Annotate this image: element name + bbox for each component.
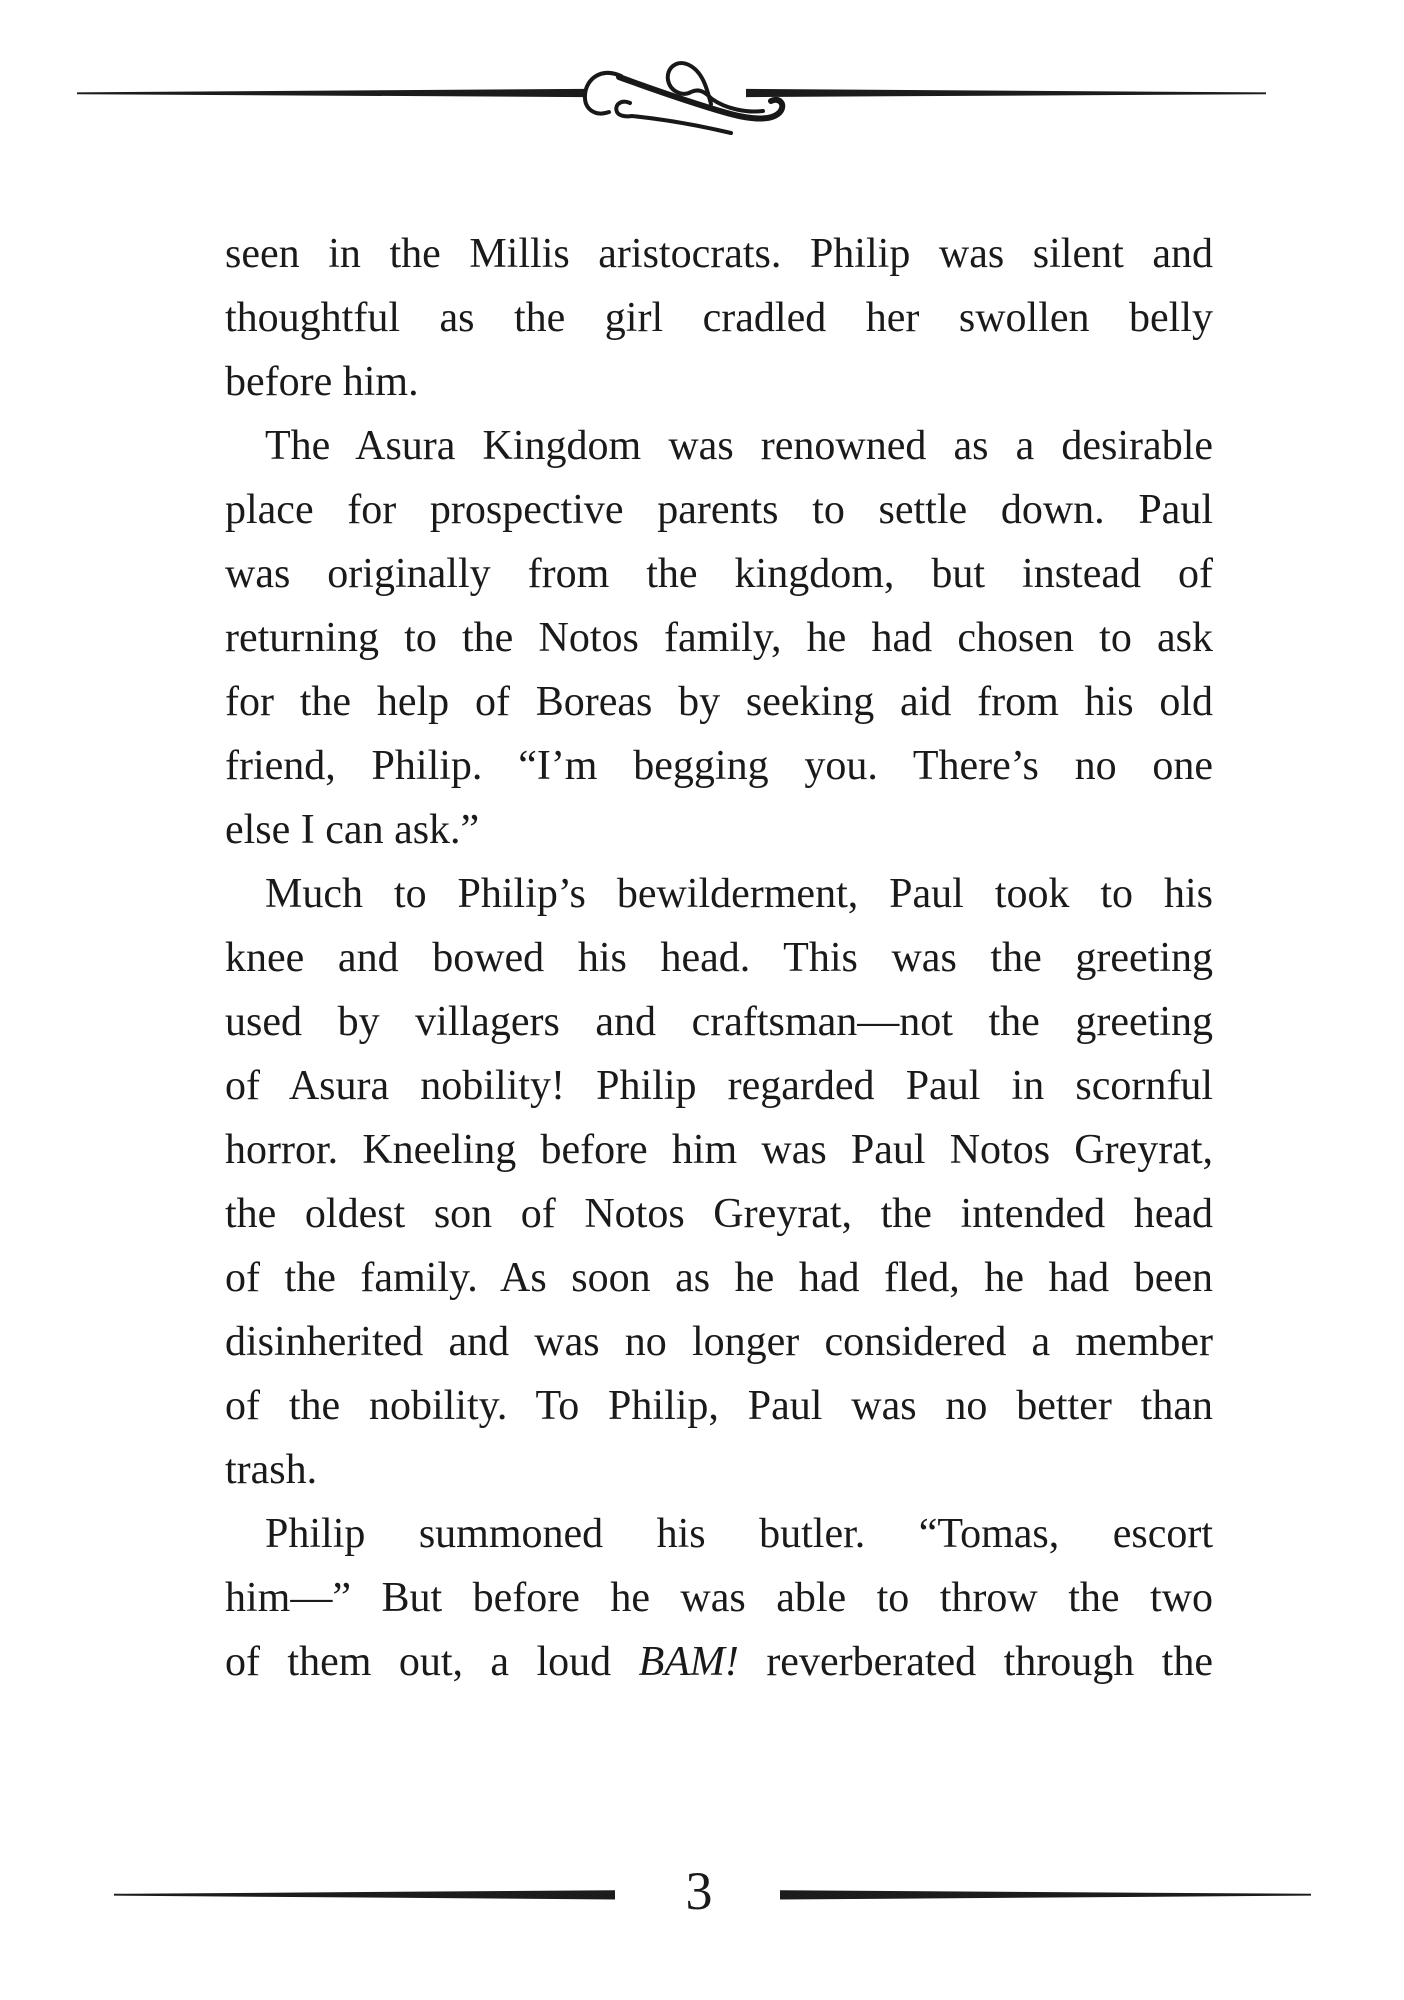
paragraph [225,414,1213,862]
flourish-left-hook [585,73,621,114]
text-line [225,1630,1213,1694]
flourish-main-sweep [619,77,782,119]
flourish-top-loop [668,63,763,111]
header-rule-left [77,89,585,97]
text-line: Philip summoned his butler. “Tomas, escort [265,1511,1213,1557]
text-line: friend, Philip. “I’m begging you. There’s no one [225,743,1213,789]
text-line: before him. [225,359,419,405]
text-line: used by villagers and craftsman—not the greeting [225,999,1213,1045]
text-line: knee and bowed his head. This was the greeting [225,935,1213,981]
text-line: Much to Philip’s bewilderment, Paul took to his [265,871,1213,917]
text-line: of Asura nobility! Philip regarded Paul in scornful [225,1063,1213,1109]
text-line: The Asura Kingdom was renowned as a desirable [265,423,1213,469]
text-line: seen in the Millis aristocrats. Philip was silent and [225,231,1213,277]
text-segment: of them out, a loud [225,1639,639,1685]
flourish-lower-stroke [616,102,731,133]
footer-rule-right [780,1890,1311,1899]
text-line: thoughtful as the girl cradled her swollen belly [225,295,1213,341]
text-line: disinherited and was no longer considered a member [225,1319,1213,1365]
paragraph [225,862,1213,1502]
text-line: returning to the Notos family, he had chosen to ask [225,615,1213,661]
paragraph [225,1502,1213,1694]
text-line: him—” But before he was able to throw the two [225,1575,1213,1621]
text-line: else I can ask.” [225,807,480,853]
header-flourish [585,63,782,133]
header-rule-right [746,89,1266,97]
page-number: 3 [685,1861,713,1921]
italic-text-segment: BAM! [638,1639,739,1685]
text-segment: reverberated through the [738,1639,1213,1685]
text-line: place for prospective parents to settle down. Paul [225,487,1213,533]
body-text [225,222,1213,1694]
text-line: for the help of Boreas by seeking aid from his old [225,679,1213,725]
text-line: trash. [225,1447,318,1493]
text-line: horror. Kneeling before him was Paul Notos Greyrat, [225,1127,1213,1173]
footer-rule-left [114,1890,615,1899]
text-line: of the family. As soon as he had fled, he had been [225,1255,1213,1301]
text-line: of the nobility. To Philip, Paul was no better than [225,1383,1213,1429]
text-line: was originally from the kingdom, but instead of [225,551,1213,597]
paragraph [225,222,1213,414]
text-line: the oldest son of Notos Greyrat, the intended head [225,1191,1213,1237]
